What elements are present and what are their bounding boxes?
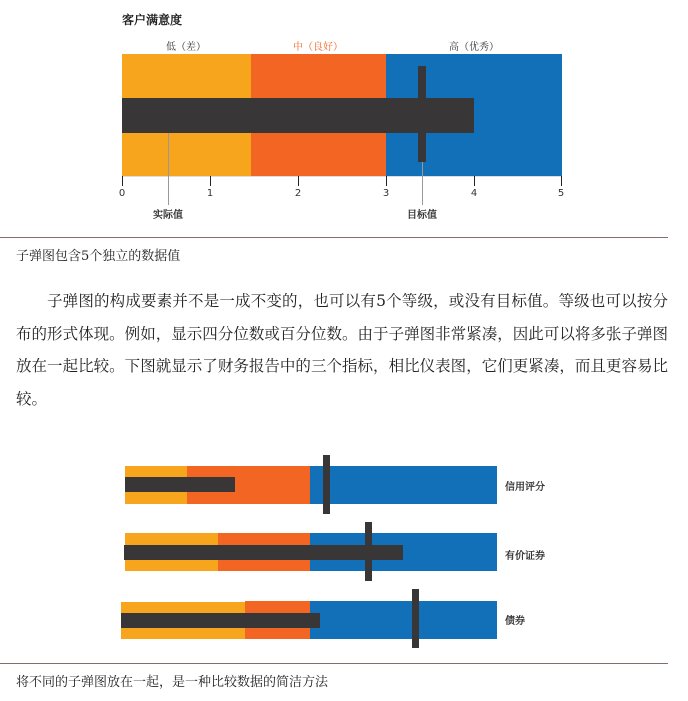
actual-label: 实际值 — [153, 210, 183, 221]
tick-label: 4 — [470, 188, 478, 199]
target-label: 目标值 — [407, 210, 437, 221]
chart-title: 客户满意度 — [122, 13, 183, 27]
divider — [0, 663, 668, 664]
figure-caption: 将不同的子弹图放在一起，是一种比较数据的简洁方法 — [16, 675, 329, 690]
tick — [474, 176, 475, 186]
actual-bar — [125, 477, 235, 492]
bullet-label: 有价证券 — [505, 551, 545, 562]
tick-label: 3 — [382, 188, 390, 199]
range-excellent — [310, 601, 497, 639]
tick — [386, 176, 387, 186]
tick — [561, 176, 562, 186]
tick-label: 1 — [206, 188, 214, 199]
divider — [0, 237, 668, 238]
target-marker — [418, 66, 426, 162]
tick-label: 0 — [118, 188, 126, 199]
body-paragraph: 子弹图的构成要素并不是一成不变的，也可以有5个等级，或没有目标值。等级也可以按分布的形式体现。例如，显示四分位数或百分位数。由于子弹图非常紧凑，因此可以将多张子弹图放在一起比较。下图就显示了财务报告中的三个指标，相比仪表图，它们更紧凑，而且更容易比较。 — [16, 292, 668, 408]
range-excellent — [310, 466, 497, 504]
tick — [122, 176, 123, 186]
actual-bar — [124, 545, 403, 560]
bullet-label: 信用评分 — [505, 482, 545, 493]
actual-callout-line — [168, 133, 169, 205]
target-marker — [412, 589, 419, 648]
bullet-label: 债券 — [505, 616, 525, 627]
target-marker — [323, 455, 330, 514]
range-label-good: 中（良好） — [293, 42, 343, 53]
target-callout-line — [422, 162, 423, 205]
actual-bar — [121, 613, 320, 628]
figure-caption: 子弹图包含5个独立的数据值 — [16, 249, 181, 264]
axis-line — [122, 176, 562, 177]
range-label-excellent: 高（优秀） — [449, 42, 499, 53]
range-label-poor: 低（差） — [166, 42, 206, 53]
tick — [210, 176, 211, 186]
tick — [298, 176, 299, 186]
tick-label: 2 — [294, 188, 302, 199]
tick-label: 5 — [557, 188, 565, 199]
target-marker — [365, 522, 372, 581]
